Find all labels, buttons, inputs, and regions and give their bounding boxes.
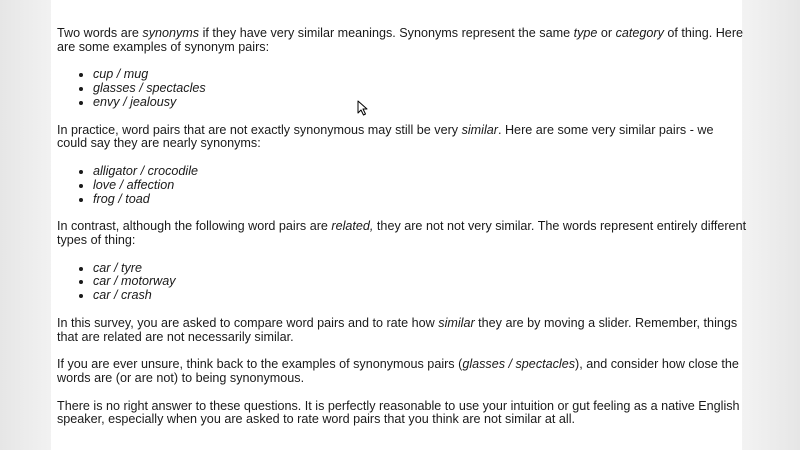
list-item: • envy / jealousy bbox=[93, 96, 742, 110]
left-margin bbox=[0, 0, 57, 450]
contrast-paragraph: In contrast, although the following word pairs are related, they are not not very similar. The words represent entirely different types of thing: bbox=[57, 219, 747, 247]
list-item: • car / crash bbox=[93, 289, 742, 303]
intro-paragraph: Two words are synonyms if they have very similar meanings. Synonyms represent the same type or category of thing. Here are some examples of synonym pairs: bbox=[57, 26, 744, 54]
unsure-paragraph: If you are ever unsure, think back to the examples of synonymous pairs (glasses / spectacles), and consider how close the words are (or are not) to being synonymous. bbox=[57, 357, 739, 385]
related-pairs-list bbox=[57, 262, 742, 303]
similar-pairs-list bbox=[57, 165, 742, 206]
term-similar-2: similar bbox=[438, 315, 475, 330]
mouse-pointer-icon bbox=[357, 100, 369, 116]
list-item: • cup / mug bbox=[93, 68, 742, 82]
no-right-answer-paragraph: There is no right answer to these questions. It is perfectly reasonable to use your intuition or gut feeling as a native English speaker, especially when you are asked to rate word pairs that you think are not similar at all. bbox=[57, 398, 740, 427]
list-item: • alligator / crocodile bbox=[93, 165, 742, 179]
term-similar: similar bbox=[461, 122, 498, 137]
synonym-pairs-list bbox=[57, 68, 742, 109]
term-synonyms: synonyms bbox=[142, 26, 200, 40]
term-example-pair: glasses / spectacles bbox=[462, 357, 576, 372]
right-margin bbox=[742, 0, 800, 450]
list-item: • car / motorway bbox=[93, 275, 742, 289]
term-type: type bbox=[573, 26, 598, 40]
list-item: • love / affection bbox=[93, 179, 742, 193]
list-item: • glasses / spectacles bbox=[93, 82, 742, 96]
instructions-page bbox=[51, 0, 747, 450]
term-related: related, bbox=[331, 219, 374, 234]
term-category: category bbox=[615, 26, 664, 40]
survey-paragraph: In this survey, you are asked to compare word pairs and to rate how similar they are by moving a slider. Remember, things that are related are not necessarily similar. bbox=[57, 315, 738, 344]
list-item: • car / tyre bbox=[93, 262, 742, 276]
practice-paragraph: In practice, word pairs that are not exactly synonymous may still be very similar. Here are some very similar pairs - we could say they are nearly synonyms: bbox=[57, 122, 714, 151]
list-item: • frog / toad bbox=[93, 193, 742, 207]
